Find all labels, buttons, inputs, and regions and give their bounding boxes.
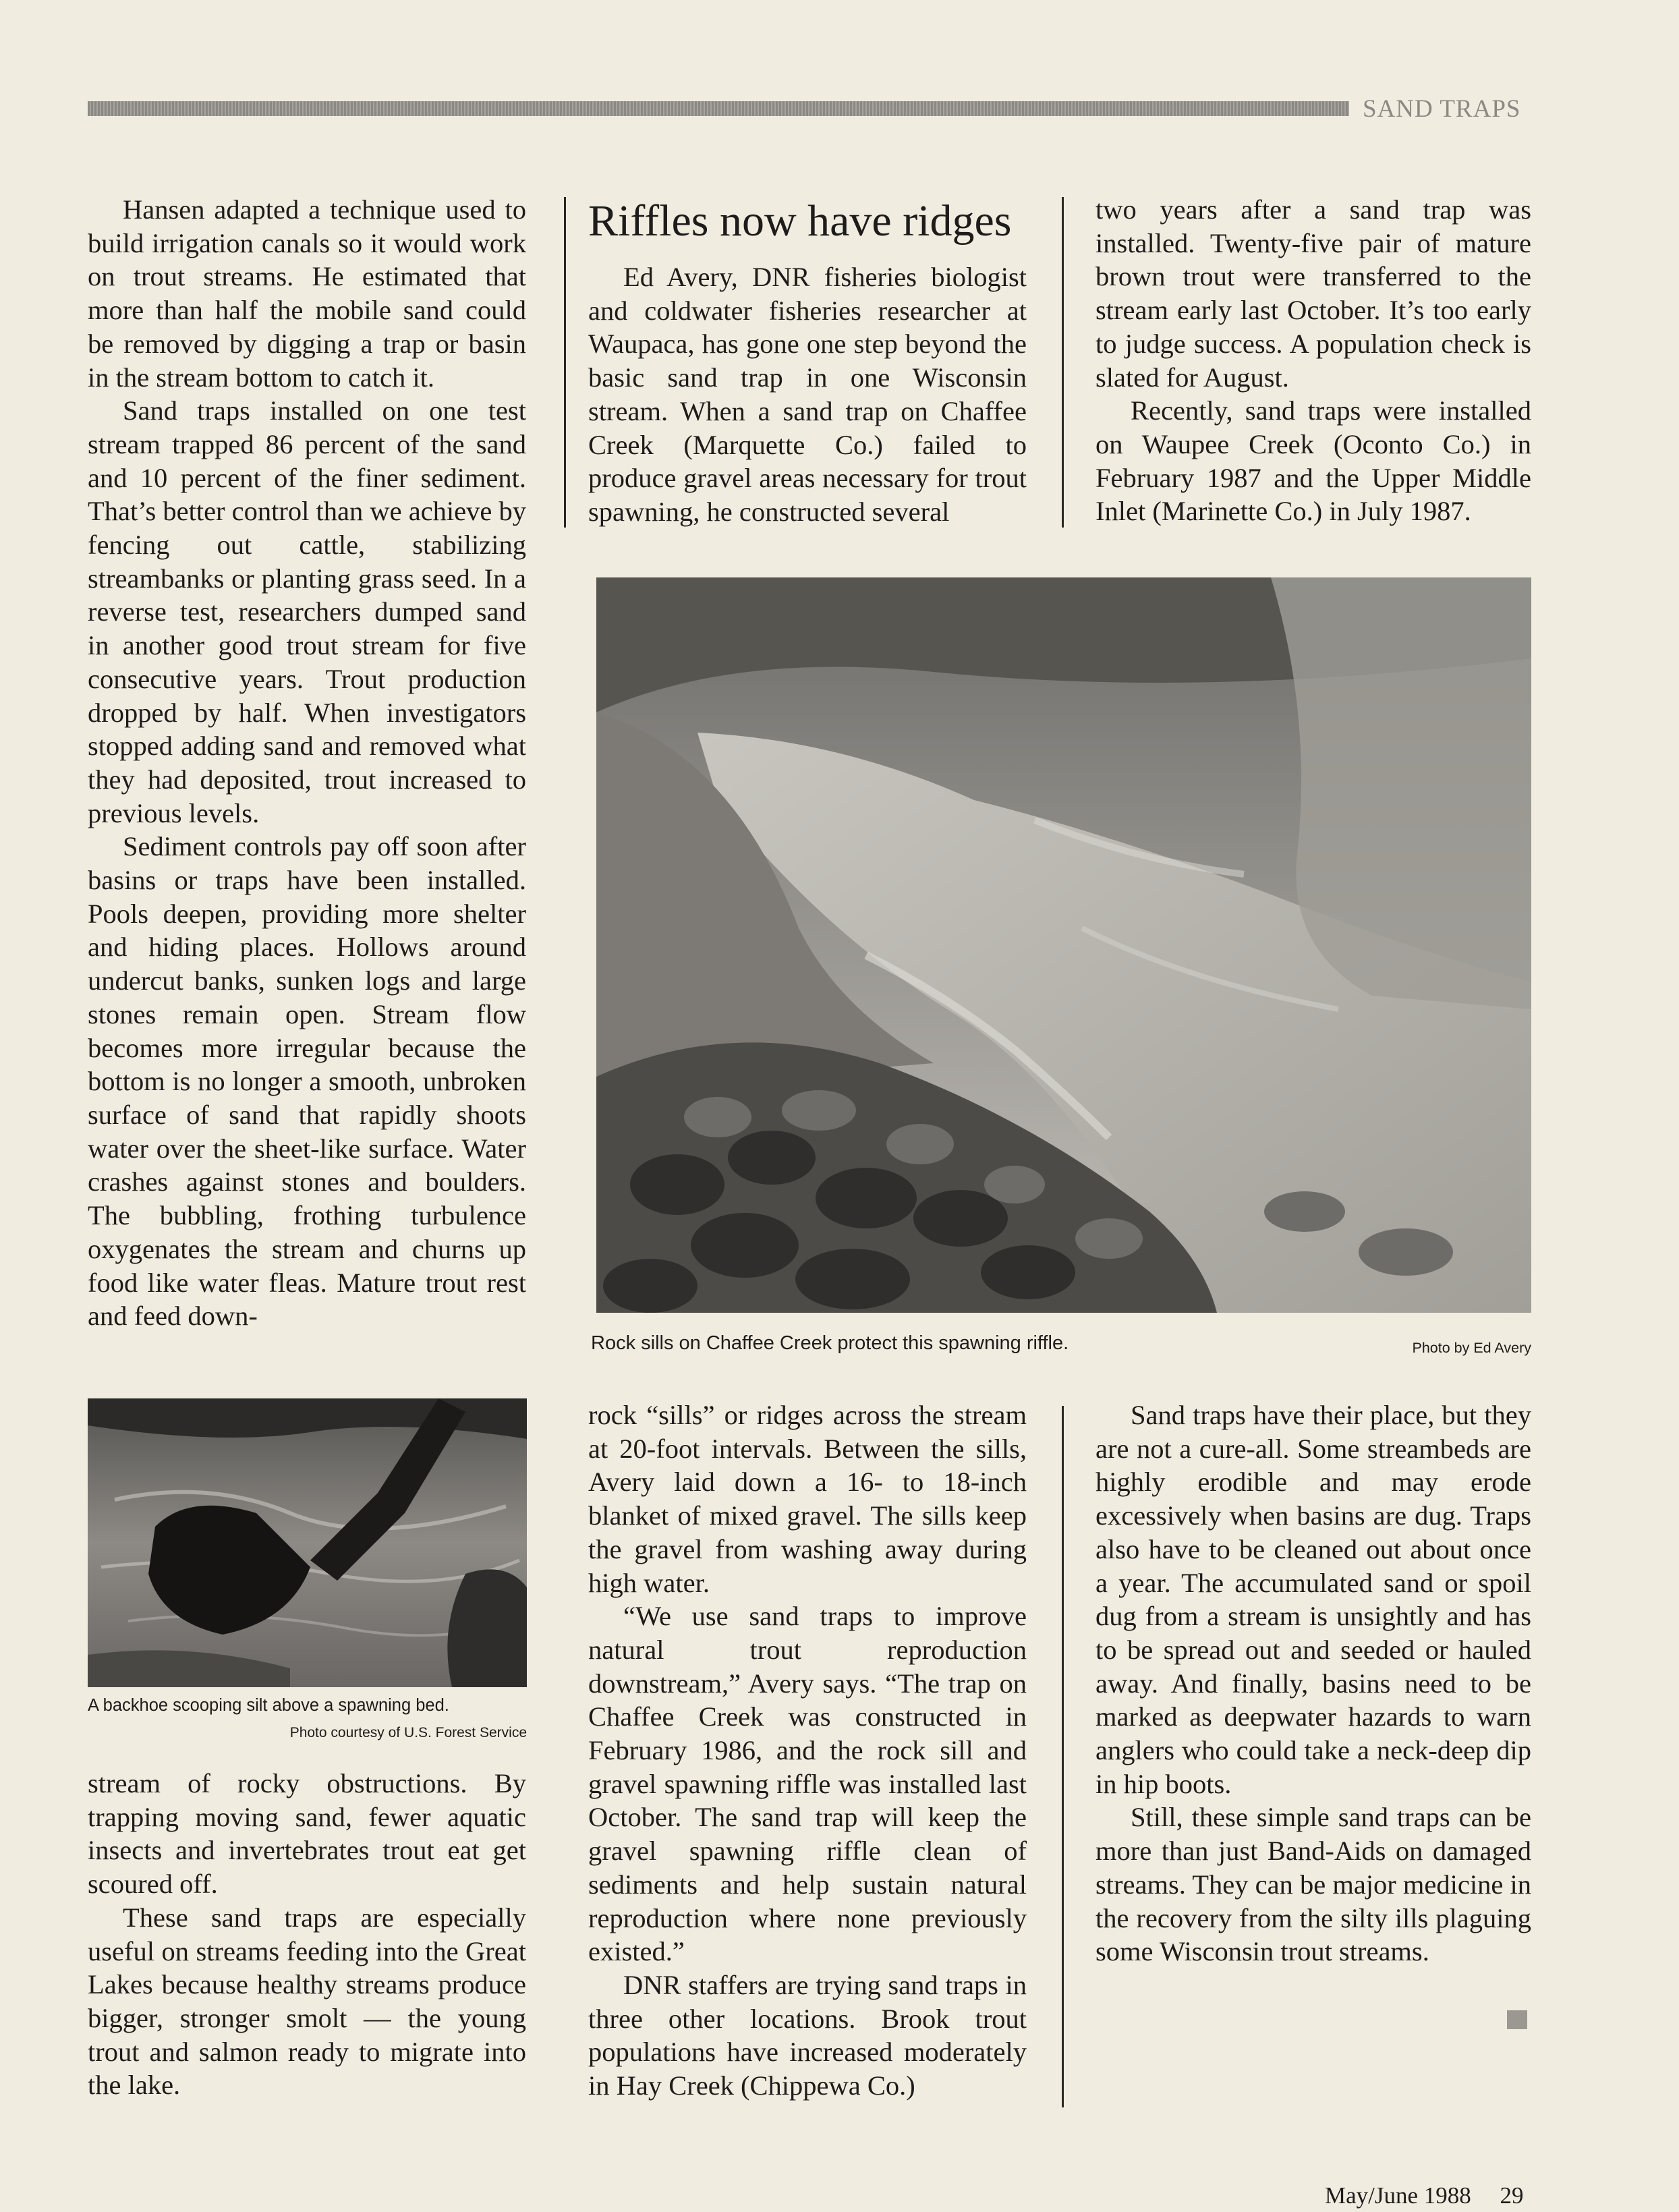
creek-photo	[596, 577, 1531, 1313]
paragraph: Hansen adapted a technique used to build irrigation canals so it would work on trout streams. He estimated that more than half the mobile sand could be removed by digging a trap or basin in the stream bottom to catch it.	[88, 194, 526, 393]
end-mark-icon	[1507, 2010, 1527, 2029]
creek-credit: Photo by Ed Avery	[1412, 1340, 1531, 1356]
middle-column-bottom	[588, 1398, 1027, 2103]
paragraph: “We use sand traps to improve natural trout reproduction downstream,” Avery says. “The trap on Chaffee Creek was constructed in February 1986, and the rock sill and gravel spawning riffle was installed last October. The sand trap will keep the gravel spawning riffle clean of sediments and help sustain natural reproduction where none previously existed.”	[588, 1601, 1027, 1967]
page-footer	[1325, 2182, 1524, 2209]
paragraph: Sediment controls pay off soon after basins or traps have been installed. Pools deepen, providing more shelter and hiding places. Hollows around undercut banks, sunken logs and large stones remain open. Stream flow becomes more irregular because the bottom is no longer a smooth, unbroken surface of sand that rapidly shoots water over the sheet-like surface. Water crashes against stones and boulders. The bubbling, frothing turbulence oxygenates the stream and churns up food like water fleas. Mature trout rest and feed down-	[88, 831, 526, 1332]
creek-caption: Rock sills on Chaffee Creek protect this spawning riffle.	[591, 1332, 1069, 1354]
backhoe-credit: Photo courtesy of U.S. Forest Service	[289, 1725, 527, 1740]
issue-date: May/June 1988	[1325, 2182, 1471, 2209]
paragraph: stream of rocky obstructions. By trapping moving sand, fewer aquatic insects and invertebrates trout eat get scoured off.	[88, 1768, 526, 1900]
section-title: SAND TRAPS	[1363, 95, 1521, 123]
paragraph: Ed Avery, DNR fisheries biologist and coldwater fisheries researcher at Waupaca, has gone one step beyond the basic sand trap in one Wisconsin stream. When a sand trap on Chaffee Creek (Marquette Co.) failed to produce gravel areas necessary for trout spawning, he constructed several	[588, 262, 1027, 527]
creek-photo-image	[596, 577, 1531, 1313]
column-divider	[564, 197, 566, 528]
article-headline: Riffles now have ridges	[588, 196, 1012, 246]
backhoe-photo-image	[88, 1398, 527, 1687]
paragraph: Still, these simple sand traps can be more than just Band-Aids on damaged streams. They can be major medicine in the recovery from the silty ills plaguing some Wisconsin trout streams.	[1095, 1802, 1531, 1967]
paragraph: two years after a sand trap was installed. Twenty-five pair of mature brown trout were transferred to the stream early last October. It’s too early to judge success. A population check is slated for August.	[1095, 194, 1531, 393]
paragraph: Sand traps have their place, but they are not a cure-all. Some streambeds are highly erodible and may erode excessively when basins are dug. Traps also have to be cleaned out about once a year. The accumulated sand or spoil dug from a stream is unsightly and has to be spread out and seeded or hauled away. And finally, basins need to be marked as deepwater hazards to warn anglers who could take a neck-deep dip in hip boots.	[1095, 1400, 1531, 1799]
middle-column-top	[588, 260, 1027, 529]
right-column-bottom	[1095, 1398, 1531, 1968]
backhoe-caption: A backhoe scooping silt above a spawning bed.	[88, 1696, 449, 1715]
right-column-top	[1095, 193, 1531, 528]
paragraph: Sand traps installed on one test stream trapped 86 percent of the sand and 10 percent of the finer sediment. That’s better control than we achieve by fencing out cattle, stabilizing streambanks or planting grass seed. In a reverse test, researchers dumped sand in another good trout stream for five consecutive years. Trout production dropped by half. When investigators stopped adding sand and removed what they had deposited, trout increased to previous levels.	[88, 395, 526, 828]
page-number: 29	[1500, 2182, 1524, 2209]
paragraph: DNR staffers are trying sand traps in three other locations. Brook trout populations have increased moderately in Hay Creek (Chippewa Co.)	[588, 1969, 1027, 2101]
backhoe-caption-block	[88, 1696, 527, 1740]
paragraph: rock “sills” or ridges across the stream at 20-foot intervals. Between the sills, Avery laid down a 16- to 18-inch blanket of mixed gravel. The sills keep the gravel from washing away during high water.	[588, 1400, 1027, 1598]
backhoe-photo	[88, 1398, 527, 1687]
paragraph: These sand traps are especially useful on streams feeding into the Great Lakes because healthy streams produce bigger, stronger smolt — the young trout and salmon ready to migrate into the lake.	[88, 1902, 526, 2101]
paragraph: Recently, sand traps were installed on Waupee Creek (Oconto Co.) in February 1987 and the Upper Middle Inlet (Marinette Co.) in July 1987.	[1095, 395, 1531, 527]
left-column-top	[88, 193, 526, 1333]
header-rule	[88, 101, 1349, 116]
left-column-bottom	[88, 1767, 526, 2102]
column-divider	[1062, 1406, 1064, 2107]
column-divider	[1062, 197, 1064, 528]
